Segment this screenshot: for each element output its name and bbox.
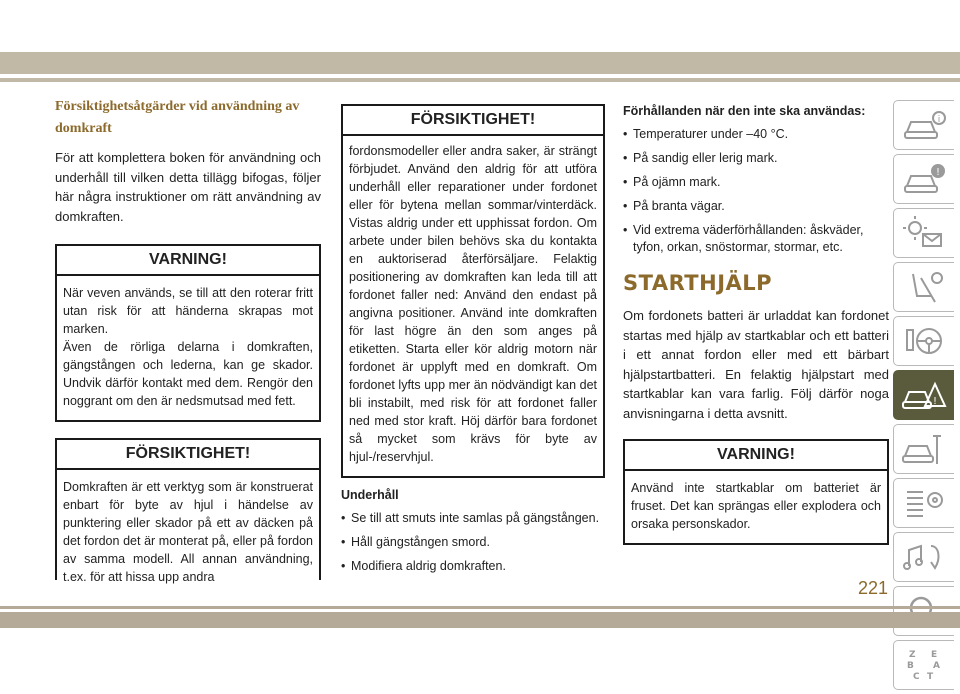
column-3	[623, 102, 889, 545]
chapter-tabs	[893, 100, 960, 694]
top-decor-band	[0, 52, 960, 74]
jump-start-heading: STARTHJÄLP	[623, 271, 773, 295]
list-item: • Se till att smuts inte samlas på gängstången.	[341, 511, 600, 525]
warning-box-jump-start	[623, 439, 889, 545]
tab-seat-safety[interactable]	[893, 262, 954, 312]
svg-text:B: B	[907, 661, 914, 671]
hazard-car-icon	[901, 376, 947, 414]
jump-start-text: Om fordonets batteri är urladdat kan fordonet startas med hjälp av startkablar och ett batteri i ett annat fordon eller med ett bärbart hjälpstartbatteri. En felaktig hjälpstart med startkablar kan vara farlig. Följ därför noga anvisningarna i detta avsnitt.	[623, 308, 889, 421]
svg-text:E: E	[931, 650, 938, 660]
tab-lights-mail[interactable]	[893, 208, 954, 258]
svg-text:i: i	[937, 115, 941, 125]
tab-car-wrench[interactable]	[893, 424, 954, 474]
warning-box-jack	[55, 244, 321, 422]
car-info-icon	[901, 106, 947, 144]
jump-warning-body: Använd inte startkablar om batteriet är fruset. Det kan sprängas eller explodera och orsaka personskador.	[631, 481, 881, 531]
maintenance-heading: Underhåll	[341, 488, 399, 502]
conditions-list	[623, 126, 889, 256]
list-item: • På branta vägar.	[623, 199, 725, 213]
page-number: 221	[858, 578, 889, 598]
multimedia-icon	[901, 538, 947, 576]
steering-wheel-icon	[901, 322, 947, 360]
warning-box-body	[57, 276, 319, 420]
bottom-decor-line	[0, 606, 960, 609]
car-wrench-icon	[901, 430, 947, 468]
caution-box-jack	[55, 438, 321, 584]
column-1	[55, 96, 321, 584]
tab-car-info[interactable]	[893, 100, 954, 150]
jack-precautions-heading	[55, 96, 321, 140]
caution-box-continued-body: fordonsmodeller eller andra saker, är strängt förbjudet. Använd den aldrig för att utföra underhåll eller reparationer under fordonet eller för bytena mellan sommar/vinterdäck. Vistas aldrig under ett upphissat fordon. Om arbete under bilen behövs ska du kontakta en auktoriserad återförsäljare. Felaktig positionering av domkraften kan leda till att fordonet faller ned: Använd den endast på angivna positioner. Använd inte domkraften för last högre än den som anges på etiketten. Starta eller kör aldrig motorn när fordonet är upplyft med en domkraft. Om fordonet lyfts upp mer än nödvändigt kan det bli instabilt, med risk för att fordonet faller ned med stor kraft. Höj därför bara fordonet så mycket som krävs för byte av hjul-/reservhjul.	[349, 144, 597, 464]
maintenance-list	[341, 510, 605, 575]
tab-search[interactable]	[893, 586, 954, 636]
list-item: • På ojämn mark.	[623, 175, 721, 189]
list-item: • Temperaturer under –40 °C.	[623, 127, 789, 141]
specs-gear-icon	[901, 484, 947, 522]
tab-index[interactable]	[893, 640, 954, 690]
warning-paragraph-1: När veven används, se till att den roterar fritt utan risk för att händerna skrapas mot marken.	[63, 286, 313, 336]
jump-warning-title: VARNING!	[625, 441, 887, 471]
svg-text:C: C	[913, 672, 920, 682]
list-item: • Modifiera aldrig domkraften.	[341, 559, 506, 573]
heading-line-2: domkraft	[55, 121, 112, 136]
tab-specs[interactable]	[893, 478, 954, 528]
list-item: • Vid extrema väderförhållanden: åskväder, tyfon, orkan, snöstormar, stormar, etc.	[623, 223, 864, 254]
list-item: • På sandig eller lerig mark.	[623, 151, 778, 165]
svg-text:!: !	[935, 167, 941, 178]
tab-steering[interactable]	[893, 316, 954, 366]
caution-box-title: FÖRSIKTIGHET!	[57, 440, 319, 470]
jack-intro-text: För att komplettera boken för användning och underhåll till vilken detta tillägg bifogas, följer här några instruktioner om rätt användning av domkraften.	[55, 150, 321, 224]
column-2	[341, 104, 605, 582]
lights-mail-icon	[901, 214, 947, 252]
caution-box-body: Domkraften är ett verktyg som är konstruerat enbart för byte av hjul i händelse av punktering eller skador på ett av däcken på det fordon det är monterat på, eller på fordon av samma modell. All annan användning, t.ex. för att hissa upp andra	[63, 480, 313, 584]
car-warning-icon	[901, 160, 947, 198]
svg-text:A: A	[933, 661, 940, 671]
heading-line-1: Försiktighetsåtgärder vid användning av	[55, 99, 300, 114]
tab-hazard-emergency[interactable]	[893, 370, 954, 420]
warning-box-title: VARNING!	[57, 246, 319, 276]
svg-text:T: T	[927, 672, 934, 682]
warning-paragraph-2: Även de rörliga delarna i domkraften, gängstången och lederna, kan ge skador. Undvik därför kontakt med dem. Rengör den noggrant om den är nedsmutsad med fett.	[63, 340, 313, 408]
bottom-decor-band	[0, 612, 960, 628]
tab-multimedia[interactable]	[893, 532, 954, 582]
alphabet-index-icon	[901, 646, 947, 684]
svg-text:!: !	[932, 396, 938, 407]
top-decor-line	[0, 78, 960, 82]
list-item: • Håll gängstången smord.	[341, 535, 490, 549]
seat-safety-icon	[901, 268, 947, 306]
caution-box-continued-title: FÖRSIKTIGHET!	[343, 106, 603, 136]
tab-car-warning[interactable]	[893, 154, 954, 204]
caution-box-continued	[341, 104, 605, 478]
svg-text:Z: Z	[909, 650, 916, 660]
conditions-heading: Förhållanden när den inte ska användas:	[623, 104, 866, 118]
